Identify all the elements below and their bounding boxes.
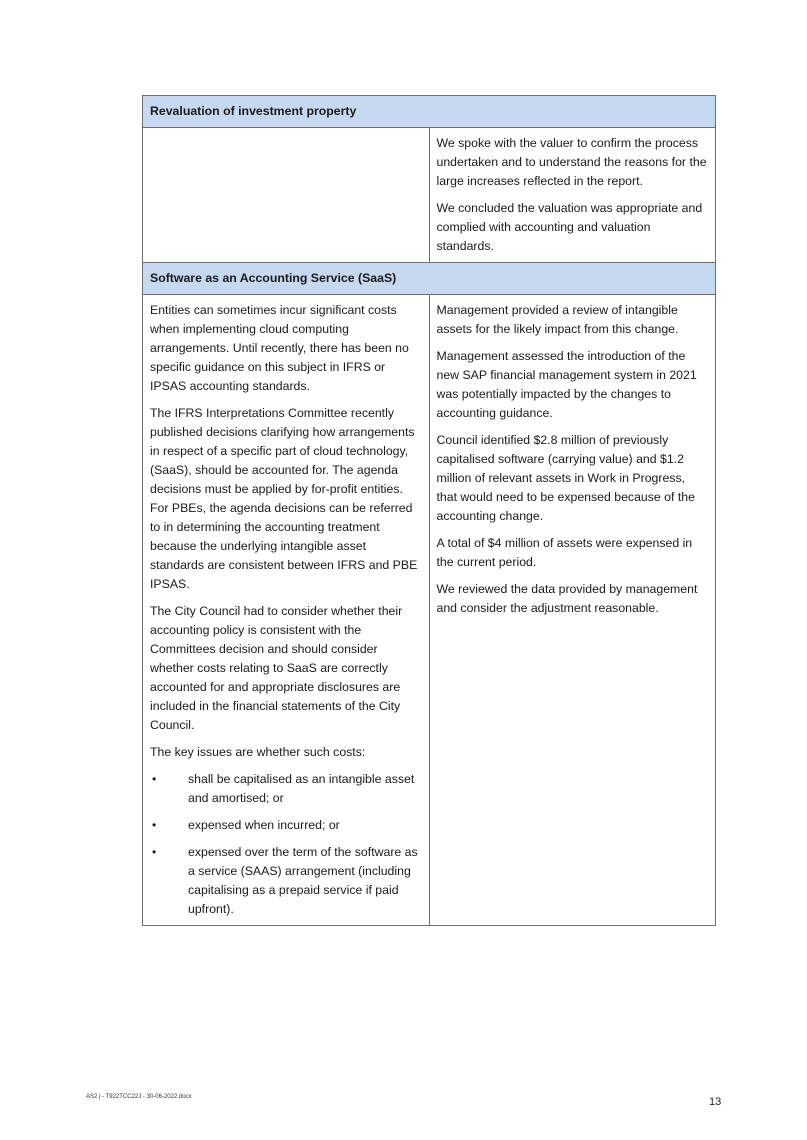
response-paragraph: Management provided a review of intangible assets for the likely impact from this change. xyxy=(436,303,679,336)
bullet-icon: • xyxy=(152,772,157,786)
issue-cell xyxy=(143,128,430,263)
bullet-icon: • xyxy=(152,818,157,832)
list-item-text: expensed when incurred; or xyxy=(188,818,340,832)
key-issues-list xyxy=(150,770,422,919)
audit-findings-table xyxy=(142,95,716,926)
response-paragraph: We concluded the valuation was appropriate and complied with accounting and valuation standards. xyxy=(436,201,703,253)
response-paragraph: Council identified $2.8 million of previously capitalised software (carrying value) and $1.2 million of relevant assets in Work in Progress, that would need to be expensed because of the accounting change. xyxy=(436,433,695,523)
response-paragraph: We spoke with the valuer to confirm the process undertaken and to understand the reasons for the large increases reflected in the report. xyxy=(436,136,707,188)
page-number: 13 xyxy=(709,1096,722,1108)
issue-paragraph: The IFRS Interpretations Committee recently published decisions clarifying how arrangements in respect of a specific part of cloud technology, (SaaS), should be accounted for. The agenda decisions must be applied by for-profit entities. For PBEs, the agenda decisions can be referred to in determining the accounting treatment because the underlying intangible asset standards are consistent between IFRS and PBE IPSAS. xyxy=(150,406,418,591)
section-title: Software as an Accounting Service (SaaS) xyxy=(143,263,716,295)
issue-paragraph: The City Council had to consider whether their accounting policy is consistent with the Committees decision and should consider whether costs relating to SaaS are correctly accounted for and appropriate disclosures are included in the financial statements of the City Council. xyxy=(150,604,403,732)
list-item xyxy=(150,770,422,808)
list-item xyxy=(150,843,422,919)
bullet-icon: • xyxy=(152,845,157,859)
response-cell xyxy=(429,295,716,926)
section-header-saas xyxy=(143,263,716,295)
list-item-text: shall be capitalised as an intangible asset and amortised; or xyxy=(188,772,415,805)
section-body-revaluation xyxy=(143,128,716,263)
response-cell xyxy=(429,128,716,263)
issue-paragraph: The key issues are whether such costs: xyxy=(150,745,366,759)
section-header-revaluation xyxy=(143,96,716,128)
response-paragraph: We reviewed the data provided by management and consider the adjustment reasonable. xyxy=(436,582,698,615)
section-title: Revaluation of investment property xyxy=(143,96,716,128)
list-item-text: expensed over the term of the software as a service (SAAS) arrangement (including capitalising as a prepaid service if paid upfront). xyxy=(188,845,418,916)
issue-paragraph: Entities can sometimes incur significant costs when implementing cloud computing arrangements. Until recently, there has been no specific guidance on this subject in IFRS or IPSAS accounting standards. xyxy=(150,303,409,393)
document-reference: AS2 j - T922TCC22J - 30-06-2022.docx xyxy=(86,1094,192,1100)
section-body-saas xyxy=(143,295,716,926)
response-paragraph: A total of $4 million of assets were expensed in the current period. xyxy=(436,536,693,569)
response-paragraph: Management assessed the introduction of the new SAP financial management system in 2021 was potentially impacted by the changes to accounting guidance. xyxy=(436,349,697,420)
issue-cell xyxy=(143,295,430,926)
list-item xyxy=(150,816,422,835)
